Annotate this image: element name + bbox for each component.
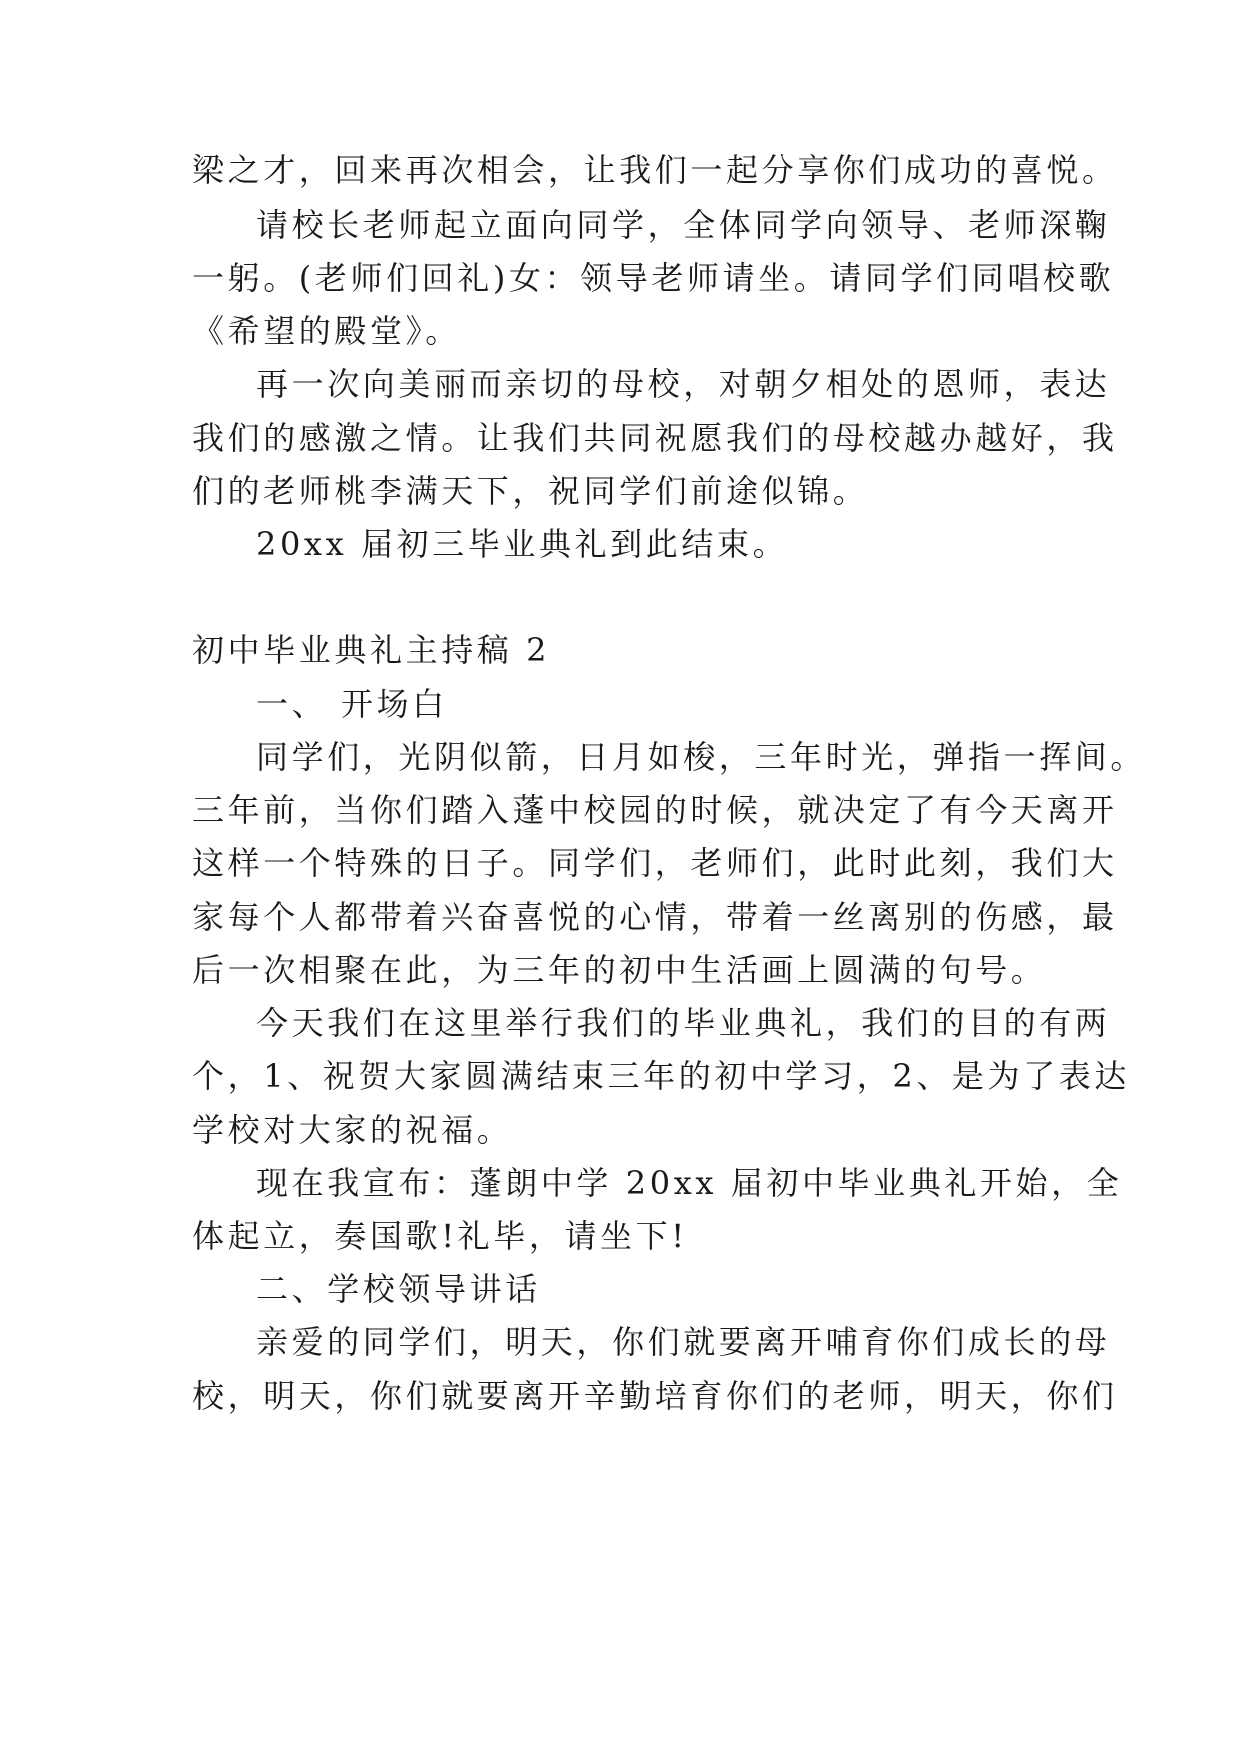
paragraph-start: 请校长老师起立面向同学，全体同学向领导、老师深鞠 [256,206,1111,244]
paragraph-start: 20xx 届初三毕业典礼到此结束。 [256,525,789,563]
paragraph-start: 现在我宣布：蓬朗中学 20xx 届初中毕业典礼开始，全 [256,1164,1123,1202]
section-heading: 初中毕业典礼主持稿 2 [192,631,551,669]
text-line: 三年前，当你们踏入蓬中校园的时候，就决定了有今天离开 [192,791,1118,829]
text-line: 校，明天，你们就要离开辛勤培育你们的老师，明天，你们 [192,1377,1118,1415]
text-line: 个，1、祝贺大家圆满结束三年的初中学习，2、是为了表达 [192,1057,1130,1095]
text-line: 体起立，奏国歌!礼毕，请坐下! [192,1217,688,1255]
text-line: 们的老师桃李满天下，祝同学们前途似锦。 [192,472,869,510]
paragraph-start: 再一次向美丽而亲切的母校，对朝夕相处的恩师，表达 [256,365,1111,403]
paragraph-start: 同学们，光阴似箭，日月如梭，三年时光，弹指一挥间。 [256,738,1147,776]
text-line: 家每个人都带着兴奋喜悦的心情，带着一丝离别的伤感，最 [192,898,1118,936]
text-line: 梁之才，回来再次相会，让我们一起分享你们成功的喜悦。 [192,151,1118,189]
text-line: 我们的感激之情。让我们共同祝愿我们的母校越办越好，我 [192,419,1118,457]
paragraph-start: 亲爱的同学们，明天，你们就要离开哺育你们成长的母 [256,1323,1111,1361]
text-line: 这样一个特殊的日子。同学们，老师们，此时此刻，我们大 [192,844,1118,882]
text-line: 《希望的殿堂》。 [192,312,461,350]
text-line: 一躬。(老师们回礼)女：领导老师请坐。请同学们同唱校歌 [192,259,1115,297]
subsection-heading: 一、 开场白 [256,685,448,723]
text-line: 学校对大家的祝福。 [192,1111,513,1149]
text-line: 后一次相聚在此，为三年的初中生活画上圆满的句号。 [192,951,1047,989]
subsection-heading: 二、学校领导讲话 [256,1270,541,1308]
paragraph-start: 今天我们在这里举行我们的毕业典礼，我们的目的有两 [256,1004,1111,1042]
